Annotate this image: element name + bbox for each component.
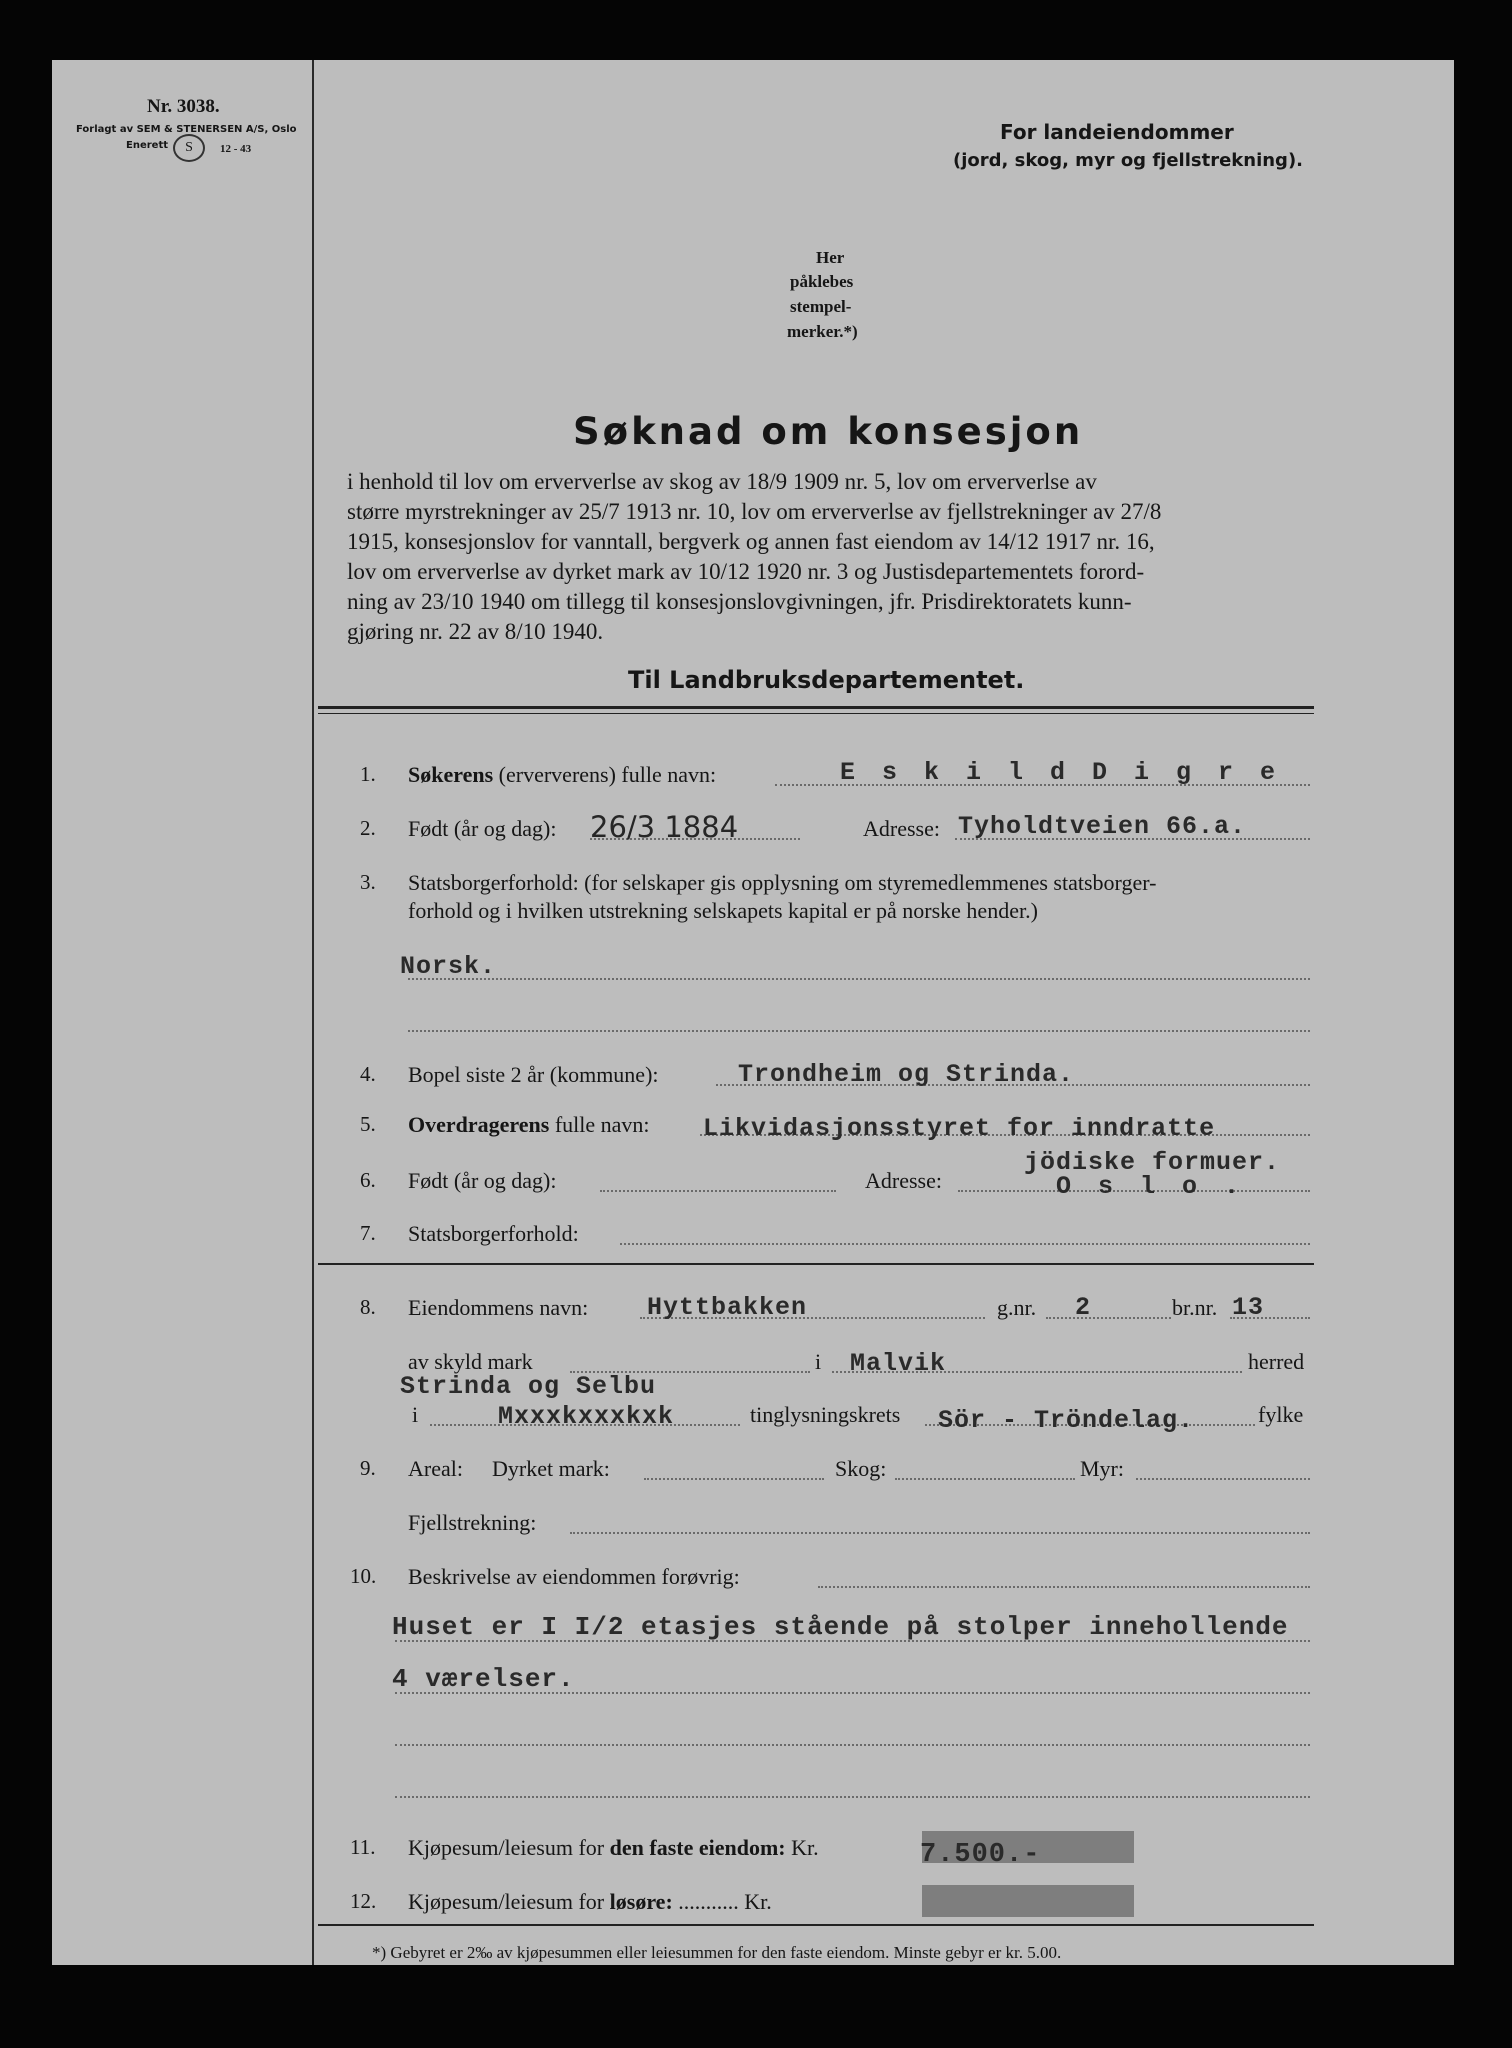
- fill-line: [570, 1532, 1310, 1534]
- recipient: Til Landbruksdepartementet.: [628, 666, 1025, 694]
- fill-line: [395, 1692, 1310, 1694]
- farm-number-label: g.nr.: [997, 1295, 1037, 1320]
- applicant-name: E s k i l d D i g r e: [840, 758, 1282, 787]
- redaction-box: [922, 1885, 1134, 1917]
- description-line: 4 værelser.: [392, 1664, 575, 1694]
- double-rule: [318, 713, 1314, 714]
- stamp-line: merker.*): [787, 322, 858, 341]
- transferor-address: O s l o .: [1056, 1172, 1246, 1201]
- item-number: 11.: [350, 1835, 376, 1859]
- chattel-label-rest: Kjøpesum/leiesum for: [408, 1889, 605, 1914]
- citizenship-note: forhold og i hvilken utstrekning selskapets kapital er på norske hender.): [408, 898, 1038, 923]
- item-number: 1.: [360, 762, 376, 786]
- property-price: 7.500.-: [920, 1840, 1041, 1870]
- fill-line: [1046, 1317, 1171, 1319]
- intro-line: ning av 23/10 1940 om tillegg til konsesjonslovgivningen, jfr. Prisdirektoratets kunn-: [347, 589, 1132, 614]
- item-number: 2.: [360, 816, 376, 840]
- bog-label: Myr:: [1080, 1456, 1124, 1481]
- form-number: Nr. 3038.: [147, 96, 220, 117]
- transferor-address-label: Adresse:: [865, 1168, 942, 1193]
- intro-line: større myrstrekninger av 25/7 1913 nr. 10, lov om erververlse av fjellstrekninger av 27/8: [347, 499, 1162, 524]
- property-name-label: Eiendommens navn:: [408, 1295, 589, 1320]
- county-label: fylke: [1258, 1402, 1304, 1427]
- residence-value: Trondheim og Strinda.: [738, 1060, 1075, 1089]
- transferor-birth-label: Født (år og dag):: [408, 1168, 557, 1193]
- applicant-label-rest: (erververens) fulle navn:: [498, 762, 717, 787]
- chattel-label: [408, 1889, 772, 1915]
- item-number: 7.: [360, 1221, 376, 1245]
- fill-line: [600, 1190, 836, 1192]
- stamp-line: påklebes: [790, 272, 854, 291]
- margin-rule: [312, 60, 314, 1965]
- stamp-line: Her: [816, 248, 845, 267]
- fill-line: [408, 1030, 1310, 1032]
- applicant-birth: 26/3 1884: [590, 810, 739, 844]
- property-name: Hyttbakken: [647, 1293, 808, 1322]
- chattel-label-bold: løsøre:: [609, 1889, 673, 1914]
- currency-label: Kr.: [744, 1889, 772, 1914]
- item-number: 5.: [360, 1112, 376, 1136]
- transferor-citizenship-label: Statsborgerforhold:: [408, 1221, 579, 1246]
- transferor-label-bold: Overdragerens: [408, 1112, 550, 1137]
- farmland-label: Dyrket mark:: [492, 1456, 610, 1481]
- price-label-bold: den faste eiendom:: [609, 1835, 786, 1860]
- registry-label: tinglysningskrets: [750, 1402, 901, 1427]
- fill-line: [620, 1243, 1310, 1245]
- publisher-line: Forlagt av SEM & STENERSEN A/S, Oslo: [76, 124, 297, 135]
- property-type: For landeiendommer: [1000, 120, 1234, 144]
- forest-label: Skog:: [835, 1456, 887, 1481]
- item-number: 6.: [360, 1168, 376, 1192]
- description-label: Beskrivelse av eiendommen forøvrig:: [408, 1564, 740, 1589]
- birth-label: Født (år og dag):: [408, 816, 557, 841]
- fill-line: [818, 1586, 1310, 1588]
- applicant-address: Tyholdtveien 66.a.: [958, 812, 1247, 841]
- transferor-name: Likvidasjonsstyret for inndratte: [703, 1114, 1216, 1143]
- chattel-dots: ...........: [678, 1889, 739, 1914]
- assessment-label: av skyld mark: [408, 1349, 533, 1374]
- price-label: [408, 1835, 819, 1861]
- intro-line: i henhold til lov om erververlse av skog av 18/9 1909 nr. 5, lov om erververlse av: [347, 469, 1097, 494]
- in-label: i: [412, 1402, 419, 1427]
- item-number: 12.: [350, 1889, 377, 1913]
- farm-number: 2: [1075, 1293, 1092, 1322]
- fill-line: [1136, 1478, 1310, 1480]
- municipality: Malvik: [850, 1349, 947, 1378]
- item-number: 8.: [360, 1295, 376, 1319]
- residence-label: Bopel siste 2 år (kommune):: [408, 1062, 659, 1087]
- transferor-name-cont: jödiske formuer.: [1024, 1148, 1281, 1177]
- description-line: Huset er I I/2 etasjes stående på stolper innehollende: [392, 1612, 1289, 1642]
- item-number: 4.: [360, 1062, 376, 1086]
- registry-district: Strinda og Selbu: [400, 1372, 657, 1401]
- document-page: [52, 60, 1454, 1965]
- publisher-date: 12 - 43: [220, 143, 252, 155]
- mountain-label: Fjellstrekning:: [408, 1510, 537, 1535]
- area-label: Areal:: [408, 1456, 463, 1481]
- intro-line: gjøring nr. 22 av 8/10 1940.: [347, 619, 604, 644]
- intro-line: 1915, konsesjonslov for vanntall, bergverk og annen fast eiendom av 14/12 1917 nr. 16,: [347, 529, 1155, 554]
- item-number: 3.: [360, 870, 376, 894]
- fill-line: [395, 1744, 1310, 1746]
- title-number: 13: [1232, 1293, 1265, 1322]
- fill-line: [408, 978, 1310, 980]
- stamp-line: stempel-: [790, 297, 852, 316]
- transferor-label-rest: fulle navn:: [554, 1112, 650, 1137]
- municipality-label: herred: [1248, 1349, 1305, 1374]
- fill-line: [644, 1478, 824, 1480]
- footnote: *) Gebyret er 2‰ av kjøpesummen eller leiesummen for den faste eiendom. Minste gebyr er kr. 5.00.: [372, 1943, 1062, 1962]
- citizenship-label: Statsborgerforhold: (for selskaper gis opplysning om styremedlemmenes statsborger-: [408, 870, 1157, 895]
- double-rule: [318, 706, 1314, 709]
- item-number: 9.: [360, 1456, 376, 1480]
- address-label: Adresse:: [863, 816, 940, 841]
- section-rule: [318, 1263, 1314, 1265]
- property-subtypes: (jord, skog, myr og fjellstrekning).: [953, 150, 1304, 171]
- intro-line: lov om erververlse av dyrket mark av 10/12 1920 nr. 3 og Justisdepartementets forord-: [347, 559, 1145, 584]
- copyright-label: Enerett: [126, 140, 169, 151]
- currency-label: Kr.: [791, 1835, 819, 1860]
- title-number-label: br.nr.: [1172, 1295, 1218, 1320]
- applicant-label: [408, 762, 716, 788]
- applicant-label-bold: Søkerens: [408, 762, 494, 787]
- fill-line: [395, 1796, 1310, 1798]
- transferor-label: [408, 1112, 650, 1138]
- in-label: i: [815, 1349, 822, 1374]
- document-title: Søknad om konsesjon: [573, 410, 1084, 453]
- intro-text: [347, 467, 1161, 647]
- county: Sör - Tröndelag.: [938, 1406, 1195, 1435]
- publisher-logo: S: [173, 134, 205, 162]
- struck-entry: Mxxxkxxxkxk: [498, 1402, 675, 1431]
- footer-rule: [318, 1924, 1314, 1926]
- fill-line: [395, 1640, 1310, 1642]
- citizenship-value: Norsk.: [400, 952, 497, 981]
- item-number: 10.: [350, 1564, 377, 1588]
- price-label-rest: Kjøpesum/leiesum for: [408, 1835, 605, 1860]
- fill-line: [895, 1478, 1075, 1480]
